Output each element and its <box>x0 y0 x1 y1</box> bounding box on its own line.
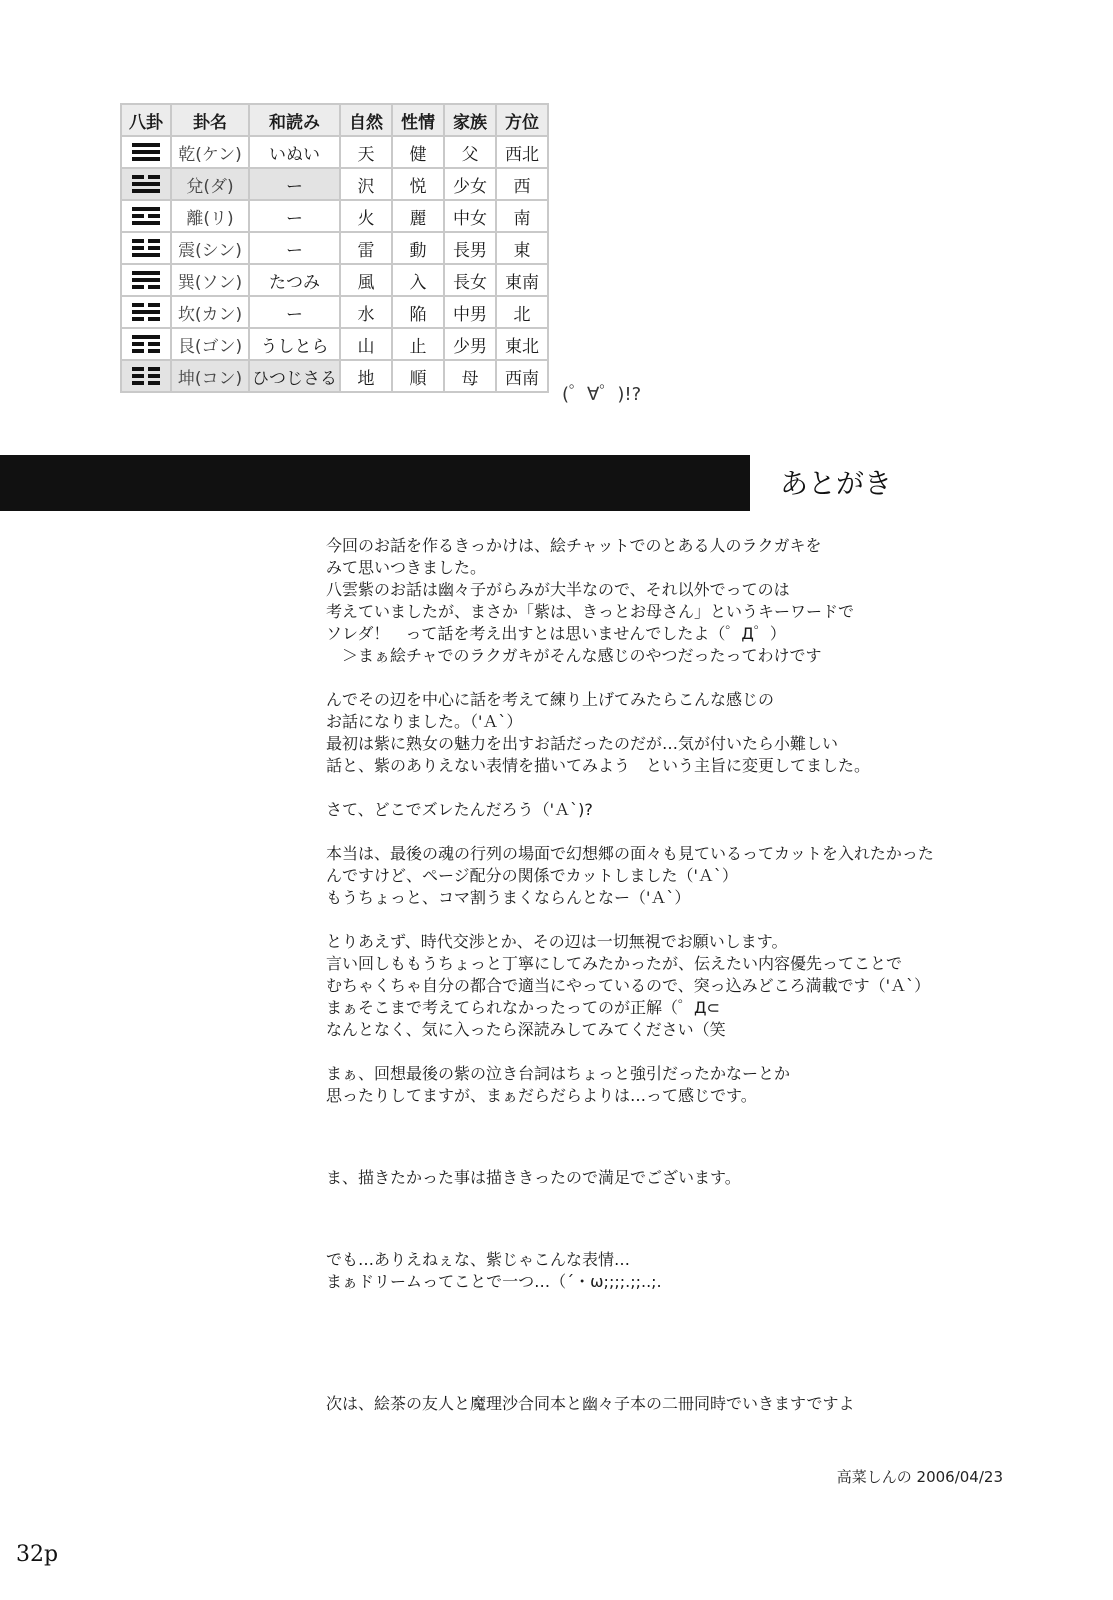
trigram-name: 兌(ダ) <box>171 168 249 200</box>
direction-cell: 南 <box>496 200 548 232</box>
direction-cell: 東南 <box>496 264 548 296</box>
japanese-reading: たつみ <box>249 264 340 296</box>
text-line: まぁドリームってことで一つ…（´・ω;;;;.;;..;. <box>326 1272 662 1291</box>
nature-cell: 風 <box>340 264 392 296</box>
qian-trigram-icon <box>132 142 160 162</box>
trigram-cell <box>121 232 171 264</box>
table-header-row <box>121 104 548 136</box>
text-line: まぁそこまで考えてられなかったってのが正解（゜Д⊂ <box>326 998 720 1017</box>
family-cell: 母 <box>444 360 496 392</box>
text-line: んですけど、ページ配分の関係でカットしました（'Ａ`） <box>326 866 738 885</box>
table-row <box>121 136 548 168</box>
family-cell: 中男 <box>444 296 496 328</box>
gen-trigram-icon <box>132 334 160 354</box>
author-name: 高菜しんの <box>836 1468 912 1486</box>
afterword-paragraph <box>326 843 1026 909</box>
trigram-name: 震(シン) <box>171 232 249 264</box>
direction-cell: 西南 <box>496 360 548 392</box>
character-cell: 麗 <box>392 200 444 232</box>
text-line: なんとなく、気に入ったら深読みしてみてください（笑 <box>326 1020 726 1039</box>
header-cell: 卦名 <box>171 104 249 136</box>
table-row <box>121 232 548 264</box>
afterword-paragraph <box>326 1063 1026 1107</box>
text-line: 次は、絵茶の友人と魔理沙合同本と幽々子本の二冊同時でいきますですよ <box>326 1394 855 1413</box>
kan-trigram-icon <box>132 302 160 322</box>
trigram-name: 乾(ケン) <box>171 136 249 168</box>
trigram-name: 離(リ) <box>171 200 249 232</box>
text-line: むちゃくちゃ自分の都合で適当にやっているので、突っ込みどころ満載です（'Ａ`） <box>326 976 931 995</box>
nature-cell: 雷 <box>340 232 392 264</box>
signature-date: 2006/04/23 <box>916 1468 1003 1486</box>
character-cell: 動 <box>392 232 444 264</box>
afterword-paragraph <box>326 689 1026 777</box>
family-cell: 長女 <box>444 264 496 296</box>
japanese-reading: ー <box>249 200 340 232</box>
table-row <box>121 296 548 328</box>
direction-cell: 東 <box>496 232 548 264</box>
afterword-paragraph <box>326 1167 1026 1189</box>
trigram-cell <box>121 168 171 200</box>
table-row <box>121 328 548 360</box>
kun-trigram-icon <box>132 366 160 386</box>
text-line: もうちょっと、コマ割うまくならんとなー（'Ａ`） <box>326 888 691 907</box>
direction-cell: 西 <box>496 168 548 200</box>
header-cell: 性情 <box>392 104 444 136</box>
nature-cell: 山 <box>340 328 392 360</box>
text-line: 思ったりしてますが、まぁだらだらよりは…って感じです。 <box>326 1086 757 1105</box>
table-row <box>121 168 548 200</box>
nature-cell: 水 <box>340 296 392 328</box>
text-line: 八雲紫のお話は幽々子がらみが大半なので、それ以外でってのは <box>326 580 790 599</box>
li-trigram-icon <box>132 206 160 226</box>
nature-cell: 天 <box>340 136 392 168</box>
section-header-bar <box>0 455 750 511</box>
text-line: 最初は紫に熟女の魅力を出すお話だったのだが…気が付いたら小難しい <box>326 734 839 753</box>
trigram-cell <box>121 200 171 232</box>
character-cell: 健 <box>392 136 444 168</box>
header-cell: 家族 <box>444 104 496 136</box>
text-line: 考えていましたが、まさか「紫は、きっとお母さん」というキーワードで <box>326 602 855 621</box>
text-line: さて、どこでズレたんだろう（'Ａ`)? <box>326 800 593 819</box>
character-cell: 止 <box>392 328 444 360</box>
nature-cell: 火 <box>340 200 392 232</box>
dui-trigram-icon <box>132 174 160 194</box>
japanese-reading: ひつじさる <box>249 360 340 392</box>
text-line: ソレダ！ って話を考え出すとは思いませんでしたよ（゜Д゜） <box>326 624 786 643</box>
japanese-reading: ー <box>249 168 340 200</box>
trigram-table <box>120 103 549 393</box>
afterword-paragraph <box>326 1249 1026 1293</box>
trigram-cell <box>121 328 171 360</box>
afterword-paragraph <box>326 535 1026 667</box>
header-cell: 和読み <box>249 104 340 136</box>
trigram-name: 坤(コン) <box>171 360 249 392</box>
text-line: んでその辺を中心に話を考えて練り上げてみたらこんな感じの <box>326 690 775 709</box>
text-line: まぁ、回想最後の紫の泣き台詞はちょっと強引だったかなーとか <box>326 1064 791 1083</box>
text-line: みて思いつきました。 <box>326 558 487 577</box>
text-line: 今回のお話を作るきっかけは、絵チャットでのとある人のラクガキを <box>326 536 822 555</box>
family-cell: 少女 <box>444 168 496 200</box>
japanese-reading: うしとら <box>249 328 340 360</box>
trigram-name: 坎(カン) <box>171 296 249 328</box>
trigram-cell <box>121 136 171 168</box>
header-cell: 自然 <box>340 104 392 136</box>
family-cell: 少男 <box>444 328 496 360</box>
section-title: あとがき <box>780 467 893 500</box>
text-line: 話と、紫のありえない表情を描いてみよう という主旨に変更してました。 <box>326 756 871 775</box>
direction-cell: 北 <box>496 296 548 328</box>
table-row <box>121 360 548 392</box>
family-cell: 中女 <box>444 200 496 232</box>
trigram-cell <box>121 264 171 296</box>
family-cell: 父 <box>444 136 496 168</box>
table-row <box>121 264 548 296</box>
character-cell: 順 <box>392 360 444 392</box>
text-line: お話になりました。（'Ａ`） <box>326 712 523 731</box>
table-row <box>121 200 548 232</box>
trigram-cell <box>121 296 171 328</box>
direction-cell: 東北 <box>496 328 548 360</box>
afterword-body <box>326 535 1026 1437</box>
family-cell: 長男 <box>444 232 496 264</box>
zhen-trigram-icon <box>132 238 160 258</box>
japanese-reading: ー <box>249 232 340 264</box>
text-line: ＞まぁ絵チャでのラクガキがそんな感じのやつだったってわけです <box>326 646 822 665</box>
nature-cell: 地 <box>340 360 392 392</box>
afterword-paragraph <box>326 931 1026 1041</box>
character-cell: 悦 <box>392 168 444 200</box>
direction-cell: 西北 <box>496 136 548 168</box>
character-cell: 陥 <box>392 296 444 328</box>
afterword-paragraph <box>326 1393 1026 1415</box>
japanese-reading: ー <box>249 296 340 328</box>
afterword-paragraph <box>326 799 1026 821</box>
trigram-name: 巽(ソン) <box>171 264 249 296</box>
text-line: ま、描きたかった事は描ききったので満足でございます。 <box>326 1168 741 1187</box>
trigram-name: 艮(ゴン) <box>171 328 249 360</box>
xun-trigram-icon <box>132 270 160 290</box>
text-line: 本当は、最後の魂の行列の場面で幻想郷の面々も見ているってカットを入れたかった <box>326 844 934 863</box>
japanese-reading: いぬい <box>249 136 340 168</box>
nature-cell: 沢 <box>340 168 392 200</box>
trigram-cell <box>121 360 171 392</box>
character-cell: 入 <box>392 264 444 296</box>
table-emoticon: (゜∀゜)!? <box>562 384 642 405</box>
text-line: とりあえず、時代交渉とか、その辺は一切無視でお願いします。 <box>326 932 788 951</box>
header-cell: 方位 <box>496 104 548 136</box>
text-line: 言い回しももうちょっと丁寧にしてみたかったが、伝えたい内容優先ってことで <box>326 954 903 973</box>
header-cell: 八卦 <box>121 104 171 136</box>
text-line: でも…ありえねぇな、紫じゃこんな表情… <box>326 1250 631 1269</box>
page-number: 32p <box>16 1542 59 1567</box>
signature <box>837 1466 1003 1487</box>
